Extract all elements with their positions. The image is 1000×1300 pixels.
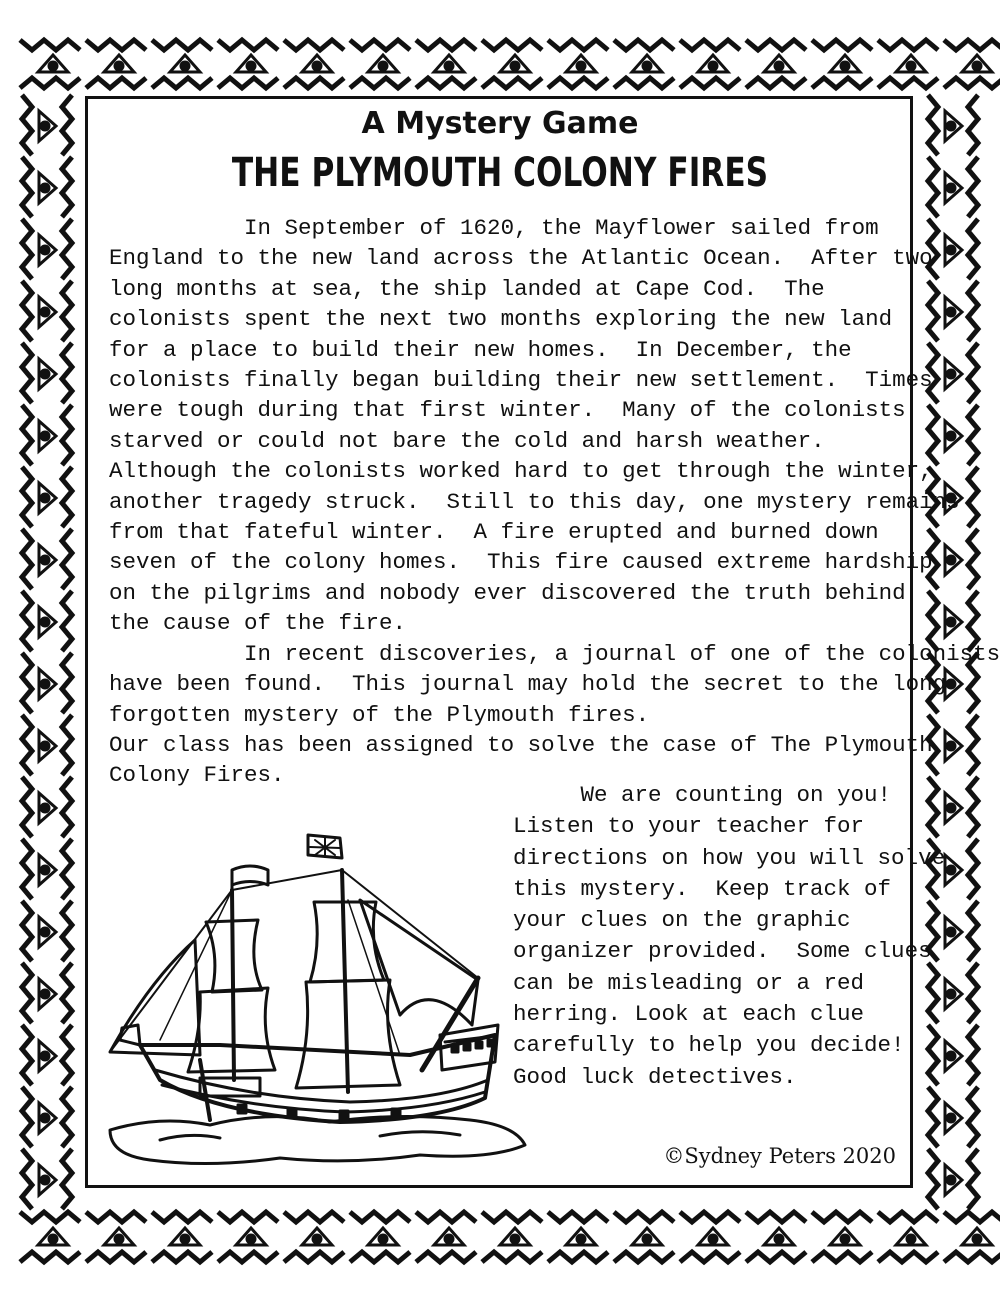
text-line: colonists spent the next two months exploring the new land [109, 306, 893, 333]
text-line: Good luck detectives. [513, 1063, 797, 1090]
text-line: were tough during that first winter. Many of the colonists [109, 397, 906, 424]
story-text [109, 213, 1000, 791]
text-line: another tragedy struck. Still to this day, one mystery remains [109, 488, 960, 515]
text-line: your clues on the graphic [513, 907, 851, 934]
instructions-text [513, 780, 946, 1093]
text-line: forgotten mystery of the Plymouth fires. [109, 701, 650, 728]
text-line: colonists finally began building their new settlement. Times [109, 367, 933, 394]
text-line: have been found. This journal may hold the secret to the long [109, 671, 947, 698]
text-line: herring. Look at each clue [513, 1001, 865, 1028]
text-line: Listen to your teacher for [513, 813, 865, 840]
copyright-note: ©Sydney Peters 2020 [663, 1144, 896, 1168]
text-line: We are counting on you! [513, 782, 892, 808]
text-line: carefully to help you decide! [513, 1032, 905, 1059]
text-line: the cause of the fire. [109, 610, 407, 637]
text-line: starved or could not bare the cold and harsh weather. [109, 427, 825, 454]
text-line: directions on how you will solve [513, 844, 946, 871]
text-line: can be misleading or a red [513, 969, 865, 996]
text-line: on the pilgrims and nobody ever discovered the truth behind [109, 579, 906, 606]
text-line: In September of 1620, the Mayflower sailed from [109, 215, 879, 241]
text-line: England to the new land across the Atlantic Ocean. After two [109, 245, 933, 272]
text-line: Our class has been assigned to solve the case of The Plymouth [109, 731, 933, 758]
page-title: THE PLYMOUTH COLONY FIRES [231, 150, 769, 196]
sailing-ship-icon [100, 830, 530, 1180]
text-line: In recent discoveries, a journal of one of the colonists [109, 640, 1000, 667]
page-subtitle: A Mystery Game [361, 106, 639, 141]
text-line: this mystery. Keep track of [513, 875, 892, 902]
text-line: long months at sea, the ship landed at Cape Cod. The [109, 275, 825, 302]
text-line: for a place to build their new homes. In December, the [109, 336, 852, 363]
text-line: from that fateful winter. A fire erupted and burned down [109, 519, 879, 546]
text-line: Although the colonists worked hard to get through the winter, [109, 458, 933, 485]
text-line: Colony Fires. [109, 762, 285, 789]
text-line: seven of the colony homes. This fire caused extreme hardship [109, 549, 933, 576]
text-line: organizer provided. Some clues [513, 938, 932, 965]
